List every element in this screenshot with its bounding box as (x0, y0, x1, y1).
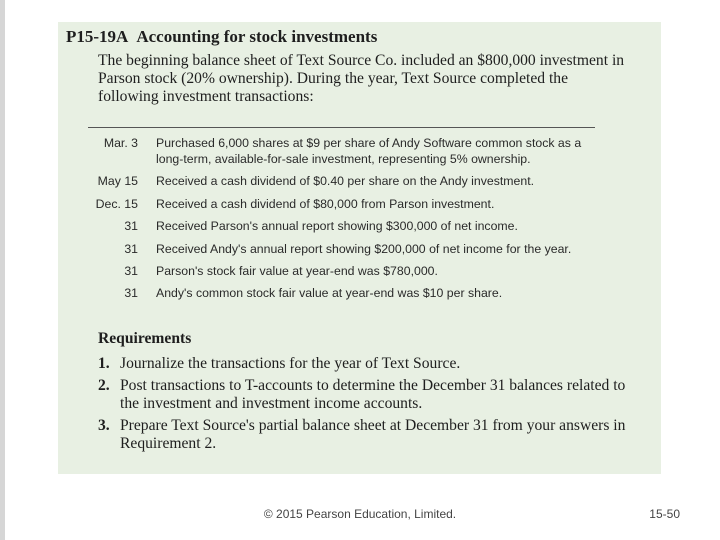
slide-left-border (0, 0, 5, 540)
problem-intro: The beginning balance sheet of Text Source Co. included an $800,000 investment in Parson stock (20% ownership). During the year, Text Source completed the following investment transactions: (98, 52, 625, 105)
transaction-description: Purchased 6,000 shares at $9 per share of Andy Software common stock as a long-term, available-for-sale investment, representing 5% ownership. (156, 136, 582, 166)
requirements-heading: Requirements (98, 330, 192, 347)
transaction-description: Received Parson's annual report showing $300,000 of net income. (156, 219, 518, 234)
transaction-date: 31 (124, 241, 138, 256)
footer-copyright: © 2015 Pearson Education, Limited. (263, 507, 457, 521)
transactions-table (90, 135, 610, 308)
transaction-description: Andy's common stock fair value at year-end was $10 per share. (156, 286, 503, 301)
requirements-list (98, 355, 638, 457)
requirement-text: Journalize the transactions for the year of Text Source. (120, 355, 461, 372)
transaction-date: Mar. 3 (103, 136, 138, 150)
transaction-date: 31 (124, 263, 138, 278)
transaction-date: Dec. 15 (95, 196, 138, 211)
requirement-item (98, 355, 638, 373)
problem-title-text: Accounting for stock investments (136, 27, 378, 46)
transaction-description: Received a cash dividend of $0.40 per share on the Andy investment. (156, 174, 535, 189)
problem-panel (58, 22, 661, 474)
requirement-number: 1. (98, 355, 110, 372)
transaction-description: Parson's stock fair value at year-end was $780,000. (156, 263, 438, 278)
transaction-row (90, 196, 610, 212)
requirement-number: 2. (98, 377, 110, 394)
transaction-row (90, 218, 610, 234)
requirement-item (98, 417, 638, 453)
transaction-description: Received a cash dividend of $80,000 from Parson investment. (156, 196, 495, 211)
footer-page-number: 15-50 (649, 507, 680, 521)
transaction-row (90, 263, 610, 279)
transaction-row (90, 241, 610, 257)
transaction-date: 31 (124, 286, 138, 301)
transaction-date: 31 (124, 219, 138, 234)
table-top-rule (88, 127, 595, 128)
requirement-item (98, 377, 638, 413)
transaction-row (90, 135, 610, 167)
requirement-text: Post transactions to T-accounts to determine the December 31 balances related to the investment and investment income accounts. (120, 377, 626, 412)
requirement-number: 3. (98, 417, 110, 434)
problem-title (66, 27, 377, 47)
transaction-description: Received Andy's annual report showing $200,000 of net income for the year. (156, 241, 572, 256)
transaction-row (90, 173, 610, 189)
requirement-text: Prepare Text Source's partial balance sheet at December 31 from your answers in Requirement 2. (120, 417, 626, 452)
transaction-row (90, 285, 610, 301)
problem-number: P15-19A (66, 27, 129, 46)
transaction-date: May 15 (97, 174, 138, 189)
